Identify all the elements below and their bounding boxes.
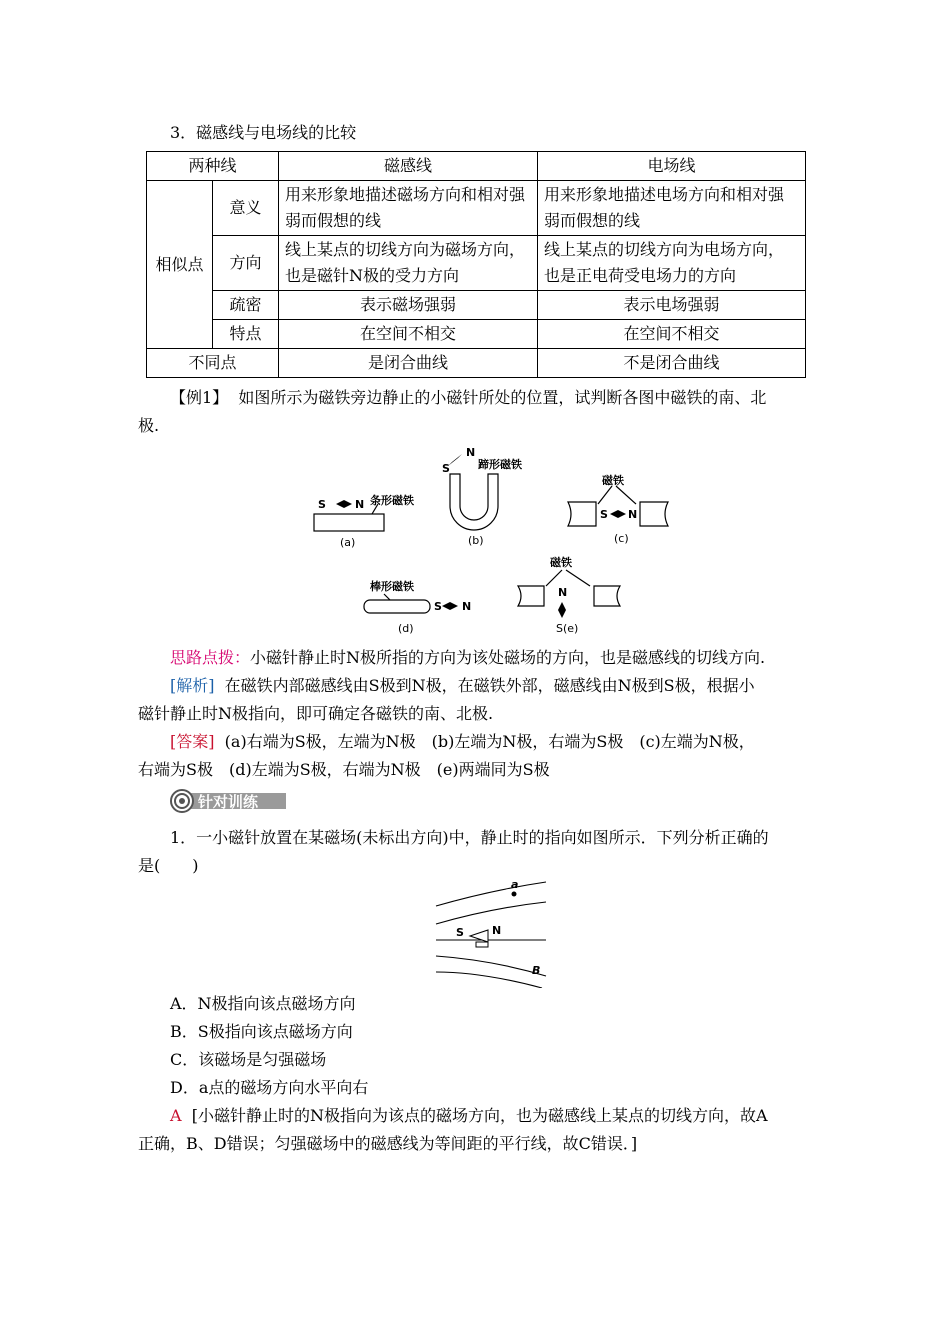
question-line-1: 1．一小磁针放置在某磁场(未标出方向)中，静止时的指向如图所示．下列分析正确的: [170, 828, 769, 847]
horseshoe-magnet-b: [450, 474, 498, 530]
svg-text:S: S: [318, 498, 326, 511]
option-c: C．该磁场是匀强磁场: [170, 1050, 327, 1069]
svg-text:N: N: [492, 924, 502, 937]
svg-text:N: N: [355, 498, 365, 511]
header-cell: 两种线: [147, 152, 279, 181]
svg-text:(c): (c): [614, 532, 629, 545]
aspect-cell: 意义: [213, 181, 279, 236]
needle-c: [610, 510, 626, 518]
label-magnet-c: 磁铁: [602, 474, 624, 487]
elec-cell: 不是闭合曲线: [538, 349, 806, 378]
solution-letter: A: [170, 1106, 182, 1125]
table-header-row: [147, 152, 806, 181]
solution-line-2: 正确，B、D错误；匀强磁场中的磁感线为等间距的平行线，故C错误．]: [138, 1134, 638, 1153]
analysis-line-1: [解析] 在磁铁内部磁感线由S极到N极，在磁铁外部，磁感线由N极到S极，根据小: [170, 676, 755, 695]
svg-text:针对训练: 针对训练: [198, 793, 259, 811]
svg-text:S(e): S(e): [556, 622, 579, 635]
answer-line-2: 右端为S极 (d)左端为S极，右端为N极 (e)两端同为S极: [138, 760, 550, 779]
rod-magnet-d: [364, 600, 430, 613]
table-row: [147, 320, 806, 349]
svg-text:N: N: [466, 446, 476, 459]
hint-label: 思路点拨：: [170, 648, 251, 667]
example-tag: 【例1】: [170, 388, 229, 407]
example-line-1: 【例1】 如图所示为磁铁旁边静止的小磁针所处的位置，试判断各图中磁铁的南、北: [170, 388, 767, 407]
aspect-cell: 方向: [213, 236, 279, 291]
magnet-c-right: [640, 502, 668, 526]
mag-cell: 用来形象地描述磁场方向和相对强弱而假想的线: [279, 181, 538, 236]
option-b: B．S极指向该点磁场方向: [170, 1022, 353, 1041]
svg-text:N: N: [462, 600, 472, 613]
table-row: [147, 349, 806, 378]
similar-label: 相似点: [147, 181, 213, 349]
section-title: 3．磁感线与电场线的比较: [170, 123, 357, 142]
option-d: D．a点的磁场方向水平向右: [170, 1078, 369, 1097]
point-a: [512, 892, 517, 897]
svg-text:N: N: [558, 586, 568, 599]
svg-text:(a): (a): [340, 536, 356, 549]
solution-line-1: A [小磁针静止时的N极指向为该点的磁场方向，也为磁感线上某点的切线方向，故A: [170, 1106, 768, 1125]
label-horseshoe: 蹄形磁铁: [478, 458, 522, 471]
elec-cell: 在空间不相交: [538, 320, 806, 349]
elec-cell: 线上某点的切线方向为电场方向，也是正电荷受电场力的方向: [538, 236, 806, 291]
svg-text:S: S: [442, 462, 450, 475]
svg-text:a: a: [511, 878, 519, 891]
mag-cell: 在空间不相交: [279, 320, 538, 349]
table-row: [147, 181, 806, 236]
svg-text:(d): (d): [398, 622, 414, 635]
bar-magnet-a: [314, 514, 384, 531]
magnet-figure: [300, 444, 690, 644]
table-row: [147, 291, 806, 320]
elec-cell: 用来形象地描述电场方向和相对强弱而假想的线: [538, 181, 806, 236]
hint-line: 思路点拨：小磁针静止时N极所指的方向为该处磁场的方向，也是磁感线的切线方向.: [170, 648, 766, 667]
example-line-2: 极.: [138, 416, 160, 435]
answer-line-1: [答案] (a)右端为S极，左端为N极 (b)左端为N极，右端为S极 (c)左端为N极，: [170, 732, 755, 751]
svg-text:S: S: [434, 600, 442, 613]
analysis-line-2: 磁针静止时N极指向，即可确定各磁铁的南、北极.: [138, 704, 494, 723]
analysis-label: [解析]: [170, 676, 215, 695]
diff-label: 不同点: [147, 349, 279, 378]
magnet-e-left: [518, 586, 544, 606]
table-row: [147, 236, 806, 291]
header-cell: 电场线: [538, 152, 806, 181]
training-badge: [170, 788, 288, 814]
needle-d: [442, 602, 458, 610]
mag-cell: 线上某点的切线方向为磁场方向，也是磁针N极的受力方向: [279, 236, 538, 291]
aspect-cell: 特点: [213, 320, 279, 349]
mag-cell: 表示磁场强弱: [279, 291, 538, 320]
label-rod-magnet: 棒形磁铁: [370, 580, 414, 593]
svg-text:(b): (b): [468, 534, 484, 547]
answer-label: [答案]: [170, 732, 215, 751]
magnet-e-right: [594, 586, 620, 606]
aspect-cell: 疏密: [213, 291, 279, 320]
svg-text:S: S: [456, 926, 464, 939]
mag-cell: 是闭合曲线: [279, 349, 538, 378]
option-a: A．N极指向该点磁场方向: [170, 994, 356, 1013]
field-line-figure: [432, 876, 550, 988]
elec-cell: 表示电场强弱: [538, 291, 806, 320]
svg-text:B: B: [532, 964, 541, 977]
label-bar-magnet: 条形磁铁: [370, 494, 414, 507]
label-magnet-e: 磁铁: [550, 556, 572, 569]
question-line-2: 是( ): [138, 856, 199, 875]
needle-b: [448, 454, 462, 466]
comparison-table: [146, 151, 806, 378]
magnet-c-left: [568, 502, 596, 526]
needle-e: [558, 602, 566, 618]
header-cell: 磁感线: [279, 152, 538, 181]
svg-text:S: S: [600, 508, 608, 521]
needle-a: [336, 500, 352, 508]
svg-text:N: N: [628, 508, 638, 521]
